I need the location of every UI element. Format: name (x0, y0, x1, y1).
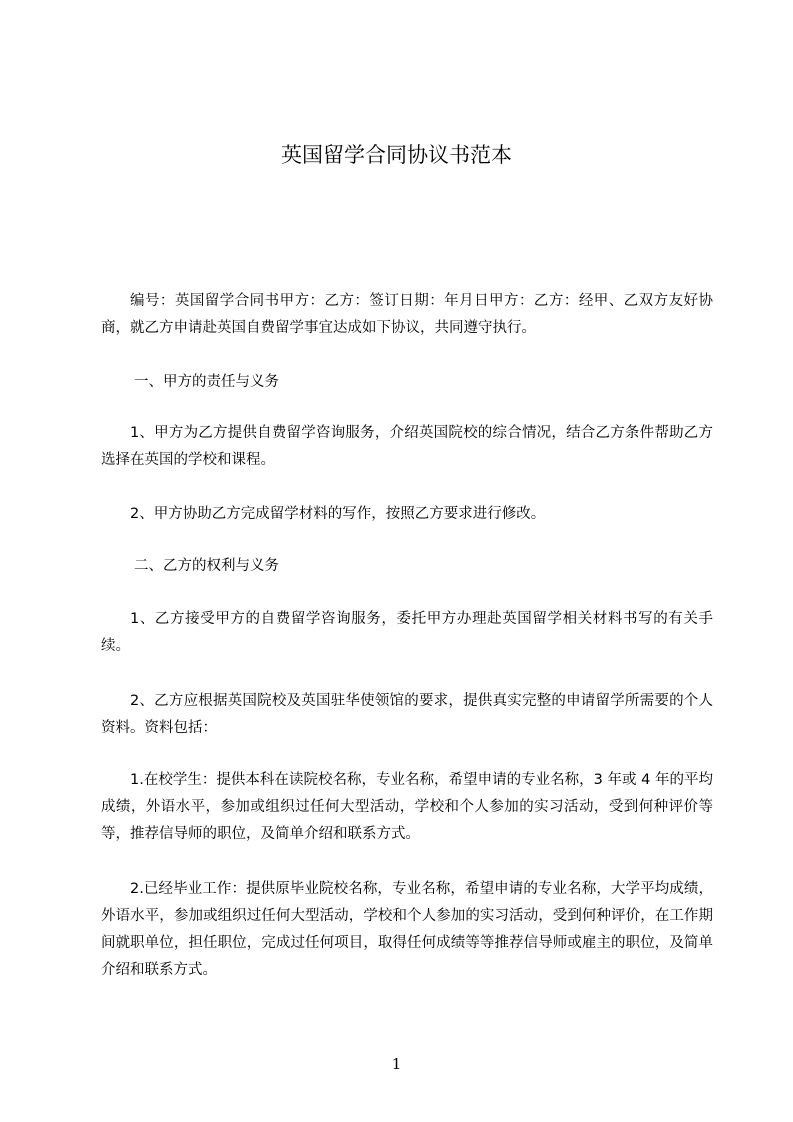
section2-heading: 二、乙方的权利与义务 (134, 558, 279, 574)
section2-sub2: 2.已经毕业工作：提供原毕业院校名称，专业名称，希望申请的专业名称，大学平均成绩，外语水平，参加或组织过任何大型活动，学校和个人参加的实习活动，受到何种评价，在工作期间就职单位，担任职位，完成过任何项目，取得任何成绩等等推荐信导师或雇主的职位，及简单介绍和联系方式。 (101, 881, 713, 978)
section2-item2: 2、乙方应根据英国院校及英国驻华使领馆的要求，提供真实完整的申请留学所需要的个人资料。资料包括： (101, 693, 713, 736)
section1-heading: 一、甲方的责任与义务 (134, 374, 279, 390)
intro-paragraph: 编号：英国留学合同书甲方：乙方：签订日期：年月日甲方：乙方：经甲、乙双方友好协商，就乙方申请赴英国自费留学事宜达成如下协议，共同遵守执行。 (101, 293, 713, 336)
section2-sub1: 1.在校学生：提供本科在读院校名称，专业名称，希望申请的专业名称，3 年或 4 年的平均成绩，外语水平，参加或组织过任何大型活动，学校和个人参加的实习活动，受到何种评价等等，推荐信导师的职位，及简单介绍和联系方式。 (101, 772, 713, 842)
section1-item2: 2、甲方协助乙方完成留学材料的写作，按照乙方要求进行修改。 (130, 506, 546, 522)
page-number: 1 (391, 1055, 402, 1073)
section2-item1: 1、乙方接受甲方的自费留学咨询服务，委托甲方办理赴英国留学相关材料书写的有关手续。 (101, 611, 713, 654)
document-title: 英国留学合同协议书范本 (281, 143, 512, 167)
section1-item1: 1、甲方为乙方提供自费留学咨询服务，介绍英国院校的综合情况，结合乙方条件帮助乙方选择在英国的学校和课程。 (101, 425, 713, 468)
